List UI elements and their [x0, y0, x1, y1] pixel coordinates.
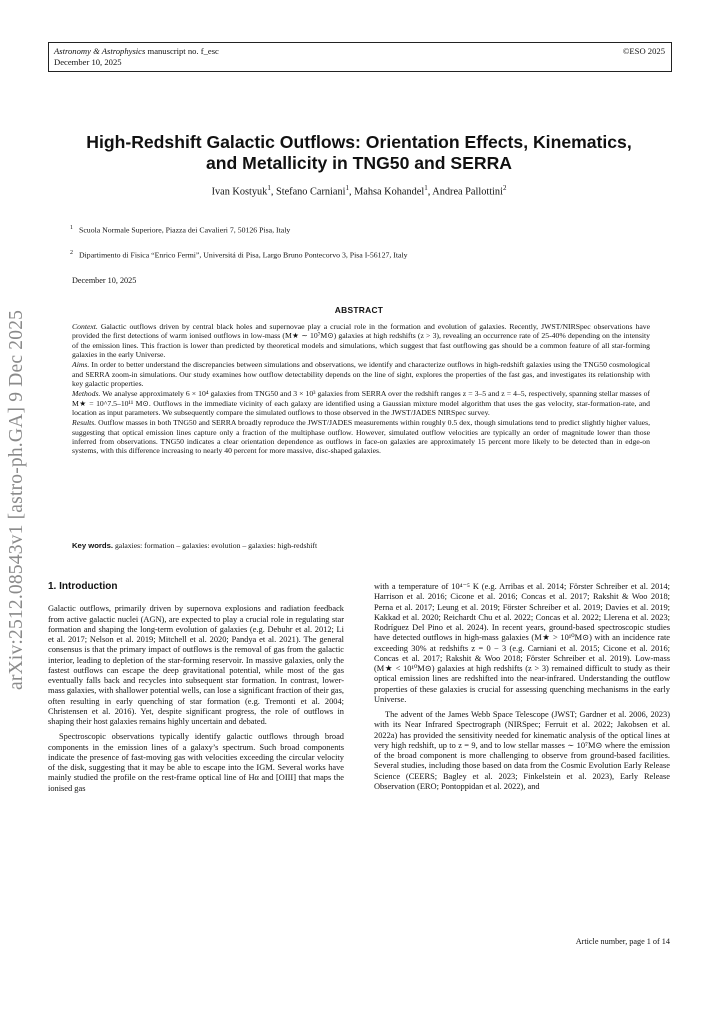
author-affiliation-mark: 1: [345, 184, 349, 192]
section-heading: 1. Introduction: [48, 581, 118, 592]
abstract-aims: [72, 360, 650, 388]
journal-name: Astronomy & Astrophysics: [54, 46, 146, 56]
copyright: ©ESO 2025: [622, 46, 665, 56]
author-name: Stefano Carniani: [276, 186, 346, 198]
page-footer: Article number, page 1 of 14: [575, 937, 670, 946]
intro-paragraph-4: The advent of the James Webb Space Telescope (JWST; Gardner et al. 2006, 2023) with its Near Infrared Spectrograph (NIRSpec; Ferruit et al. 2022; Jakobsen et al. 2022a) has provided the sensitivity needed for kinematic analysis of the optical lines at very high redshift, up to z = 9, and to low stellar masses ∼ 10⁷M⊙ where the emission of the broad component is more challenging to observe from ground-based facilities. Several studies, including those based on data from the Cosmic Evolution Early Release Science (CEERS; Bagley et al. 2023; Finkelstein et al. 2023), Early Release Observation (ERO; Pontoppidan et al. 2022), and: [374, 710, 670, 791]
affiliation-2: [70, 250, 408, 260]
paper-title: [48, 132, 670, 174]
intro-paragraph-1: Galactic outflows, primarily driven by supernova explosions and radiation feedback from active galactic nuclei (AGN), are expected to play a crucial role in regulating star formation and shaping the long-term evolution of galaxies (e.g. Debuhr et al. 2012; Li et al. 2017; Nelson et al. 2019; Mitchell et al. 2020; Pandya et al. 2021). The general consensus is that the primary impact of outflows is the removal of gas from the galactic interior, leading to depletion of the star-forming reservoir. In massive galaxies, only the fastest outflows can escape the deep gravitational potential, while most of the gas eventually falls back and recycles into subsequent star formation. In contrast, lower-mass galaxies, with shallower potential wells, can lose a significant fraction of their gas, often resulting in early quenching of star formation (e.g. Tremonti et al. 2004; Christensen et al. 2016). Yet, despite significant progress, the role of outflows in shaping their host galaxies remains highly uncertain and debated.: [48, 604, 344, 726]
intro-paragraph-3: with a temperature of 10⁴⁻⁵ K (e.g. Arribas et al. 2014; Förster Schreiber et al. 2014; Harrison et al. 2016; Cicone et al. 2016; Concas et al. 2017; Rakshit & Woo 2018; Perna et al. 2017; Leung et al. 2019; Förster Schreiber et al. 2019; Davies et al. 2019; Kakkad et al. 2020; Reichardt Chu et al. 2022; Concas et al. 2022; Llerena et al. 2023; Rodríguez Del Pino et al. 2024). In recent years, ground-based spectroscopic studies have detected outflows in high-mass galaxies (M★ > 10¹⁰M⊙) with an incidence rate exceeding 30% at redshifts z = 0 − 3 (e.g. Carniani et al. 2015; Cicone et al. 2016; Concas et al. 2017; Rakshit & Woo 2018; Förster Schreiber et al. 2019). Low-mass (M★ < 10¹⁰M⊙) galaxies at high redshifts (z > 3) remained difficult to study as their optical emission lines are redshifted into the near-infrared. Understanding the outflow properties of these galaxies is crucial for assessing quenching mechanisms in the early Universe.: [374, 582, 670, 704]
methods-label: Methods.: [72, 389, 101, 399]
title-line-1: High-Redshift Galactic Outflows: Orientation Effects, Kinematics,: [86, 132, 632, 152]
author-list: Ivan Kostyuk$^1$, Stefano Carniani$^1$, Mahsa Kohandel$^1$, Andrea Pallottini$^2$: [211, 184, 507, 198]
keywords-label: Key words.: [72, 541, 114, 550]
header-date: December 10, 2025: [54, 56, 122, 67]
manuscript-number: manuscript no. f_esc: [145, 46, 219, 56]
aims-label: Aims.: [72, 360, 90, 370]
aims-text: In order to better understand the discrepancies between simulations and observations, we identify and characterize outflows in high-redshift galaxies using the TNG50 cosmological and SERRA zoom-in simulations. Our study examines how outflow detectability depends on the line of sight, explores the properties of the fast gas, and investigates its relationship with key galactic properties.: [72, 360, 650, 389]
header-left: [54, 46, 219, 67]
right-column: [374, 582, 670, 797]
affiliation-number: 1: [70, 225, 73, 231]
keywords: [72, 541, 650, 550]
author-name: Andrea Pallottini: [432, 186, 503, 198]
affiliation-1: [70, 225, 290, 235]
title-line-2: and Metallicity in TNG50 and SERRA: [206, 153, 512, 173]
abstract-heading: ABSTRACT: [334, 305, 384, 315]
author-name: Mahsa Kohandel: [354, 186, 425, 198]
intro-paragraph-2: Spectroscopic observations typically identify galactic outflows through broad components in the emission lines of a galaxy’s spectrum. Such broad components indicate the presence of fast-moving gas with velocities exceeding the circular velocity of the disk, suggesting that it may be able to escape into the IGM. Several works have mainly studied the profile on the rest-frame optical line of Hα and [OIII] that maps the ionised gas: [48, 732, 344, 793]
author-affiliation-mark: 1: [424, 184, 428, 192]
affiliation-text: Dipartimento di Fisica “Enrico Fermi”, Universitá di Pisa, Largo Bruno Pontecorvo 3, Pisa I-56127, Italy: [79, 250, 408, 260]
methods-text: We analyse approximately 6 × 10⁴ galaxies from TNG50 and 3 × 10³ galaxies from SERRA over the redshift ranges z = 3–5 and z = 4–5, respectively, spanning stellar masses of M★ = 10^7.5–10¹¹ M⊙. Outflows in the immediate vicinity of each galaxy are identified using a Gaussian mixture model algorithm that uses the gas velocity, star-formation-rate, and location as input parameters. We subsequently compare the simulated outflows to those observed in the JWST/JADES NIRSpec survey.: [72, 389, 650, 418]
author-affiliation-mark: 2: [502, 184, 507, 192]
journal-header: [48, 42, 672, 72]
left-column: [48, 582, 344, 799]
abstract-results: [72, 418, 650, 455]
context-label: Context.: [72, 322, 98, 331]
keywords-text: galaxies: formation – galaxies: evolution – galaxies: high-redshift: [113, 541, 318, 550]
received-date: December 10, 2025: [72, 276, 137, 285]
abstract: [72, 322, 650, 457]
affiliation-number: 2: [70, 250, 73, 256]
results-label: Results.: [72, 418, 97, 428]
author-name: Ivan Kostyuk: [211, 186, 268, 198]
affiliation-text: Scuola Normale Superiore, Piazza dei Cavalieri 7, 50126 Pisa, Italy: [79, 225, 291, 235]
abstract-methods: [72, 389, 650, 417]
arxiv-stamp[interactable]: arXiv:2512.08543v1 [astro-ph.GA] 9 Dec 2025: [6, 309, 27, 690]
abstract-context: [72, 322, 650, 359]
results-text: Outflow masses in both TNG50 and SERRA broadly reproduce the JWST/JADES measurements within roughly 0.5 dex, though simulations tend to predict slightly higher values, suggesting that optical emission lines capture only a fraction of the multiphase outflow. However, simulated outflow velocities are typically an order of magnitude lower than those inferred from observations. TNG50 indicates a clear orientation dependence as outflows in face-on galaxies are approximately 15 percent more likely to be detected than in edge-on systems, with this difference increasing to nearly 40 percent for more massive, disc-shaped galaxies.: [72, 418, 650, 456]
context-text: Galactic outflows driven by central black holes and supernovae play a crucial role in the formation and evolution of galaxies. Recently, JWST/NIRSpec observations have provided the first detections of warm ionised outflows in low-mass (M★ ∼ 10⁷M⊙) galaxies at high redshifts (z > 3), revealing an occurrence rate of 25-40% depending on the intensity of the emission lines. This fraction is lower than predicted by theoretical models and simulations, which suggest that fast outflowing gas should be a common feature of all star-forming galaxies in the early Universe.: [72, 322, 650, 360]
author-affiliation-mark: 1: [267, 184, 271, 192]
